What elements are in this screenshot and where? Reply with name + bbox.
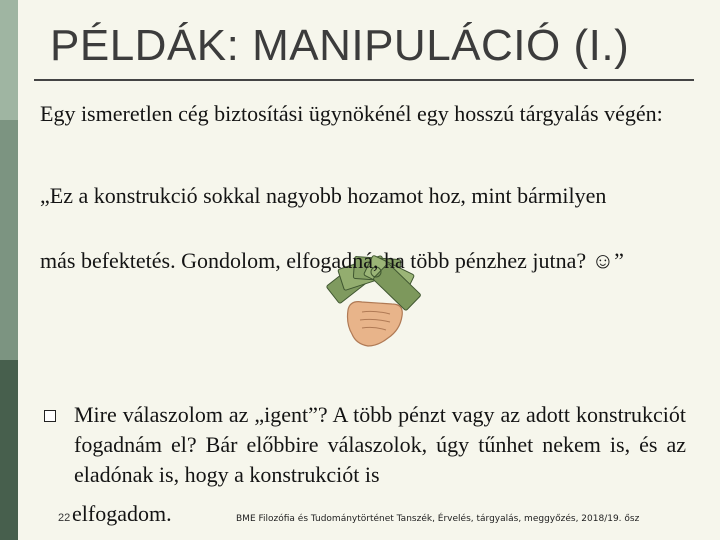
quote-line-2 xyxy=(40,246,688,275)
smiley-icon: ☺ xyxy=(591,248,615,273)
slide-title: PÉLDÁK: MANIPULÁCIÓ (I.) xyxy=(50,21,630,70)
bullet-square-icon xyxy=(44,410,56,422)
intro-paragraph: Egy ismeretlen cég biztosítási ügynökénél egy hosszú tárgyalás végén: xyxy=(40,101,663,126)
accent-bar-mid xyxy=(0,120,18,360)
accent-bar-dark xyxy=(0,360,18,540)
quote-text: más befektetés. Gondolom, elfogadná, ha több pénzhez jutna? xyxy=(40,248,592,273)
accent-bar-light xyxy=(0,0,18,120)
bullet-last-line: elfogadom. xyxy=(72,501,172,526)
bullet-paragraph: Mire válaszolom az „igent”? A több pénzt vagy az adott konstrukciót fogadnám el? Bár előbbire válaszolok, úgy tűnhet nekem is, és az eladónak is, hogy a konstrukciót is xyxy=(74,402,686,487)
quote-line-1: „Ez a konstrukció sokkal nagyobb hozamot hoz, mint bármilyen xyxy=(40,183,607,208)
left-accent-bar xyxy=(0,0,18,540)
closing-quote: ” xyxy=(614,248,624,273)
page-number: 22 xyxy=(58,512,71,524)
footer-text: BME Filozófia és Tudománytörténet Tanszék, Érvelés, tárgyalás, meggyőzés, 2018/19. ősz xyxy=(236,514,640,524)
title-underline xyxy=(34,79,694,81)
hand-shape xyxy=(348,302,403,346)
